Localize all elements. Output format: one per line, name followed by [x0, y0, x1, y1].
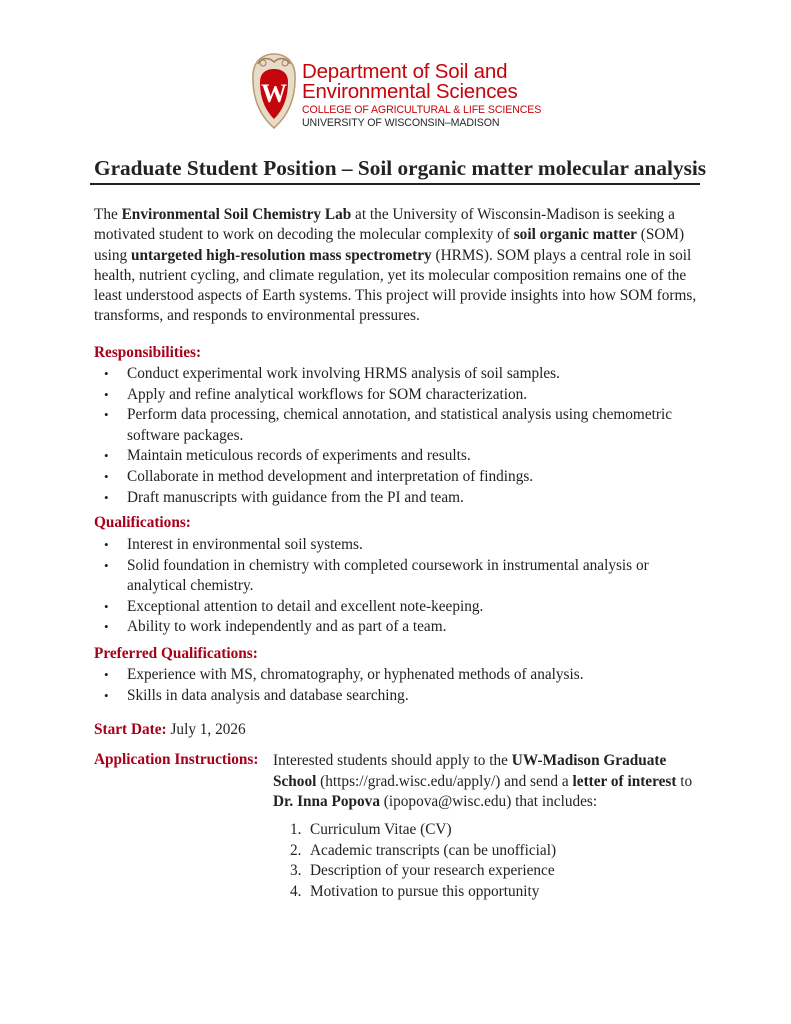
letter-of-interest: letter of interest — [572, 772, 677, 790]
instructions-text: (https://grad.wisc.edu/apply/) and send a — [316, 772, 573, 790]
item-number: 2. — [290, 841, 302, 859]
item-text: Academic transcripts (can be unofficial) — [310, 841, 557, 859]
list-item: • Exceptional attention to detail and excellent note-keeping. — [94, 597, 704, 618]
page-title: Graduate Student Position – Soil organic matter molecular analysis — [94, 156, 707, 180]
start-date-label: Start Date: — [94, 721, 167, 738]
intro-text: (SOM) using — [94, 226, 685, 264]
qualifications-list — [94, 535, 704, 638]
instructions-text: to — [676, 772, 693, 790]
list-item: • Skills in data analysis and database searching. — [94, 686, 704, 707]
hrms-term: untargeted high-resolution mass spectrometry — [130, 246, 432, 264]
application-instructions-label: Application Instructions: — [94, 751, 259, 768]
list-item: • Solid foundation in chemistry with completed coursework in instrumental analysis or analytical chemistry. — [94, 556, 704, 597]
som-term: soil organic matter — [513, 226, 637, 244]
start-date-value: July 1, 2026 — [166, 721, 246, 738]
list-item — [290, 861, 556, 882]
department-name-line2: Environmental Sciences — [302, 80, 518, 103]
responsibilities-heading: Responsibilities: — [94, 344, 202, 361]
list-item: • Collaborate in method development and interpretation of findings. — [94, 467, 704, 488]
intro-text: at the University of Wisconsin-Madison is seeking a motivated student to work on decoding the molecular complexity of — [94, 206, 675, 244]
list-item: • Ability to work independently and as part of a team. — [94, 617, 704, 638]
item-text: Description of your research experience — [310, 862, 555, 880]
start-date — [94, 721, 246, 739]
instructions-text: (ipopova@wisc.edu) that includes: — [379, 793, 598, 811]
list-item: • Interest in environmental soil systems. — [94, 535, 704, 556]
intro-paragraph — [94, 205, 704, 327]
intro-text: (HRMS). SOM plays a central role in soil health, nutrient cycling, and climate regulation, yet its molecular composition remains one of the least understood aspects of Earth systems. This project will provide insights into how SOM forms, transforms, and responds to environmental pressures. — [94, 246, 697, 325]
university-name: UNIVERSITY OF WISCONSIN–MADISON — [302, 117, 500, 129]
item-text: Curriculum Vitae (CV) — [310, 821, 452, 838]
list-item: • Perform data processing, chemical annotation, and statistical analysis using chemometric software packages. — [94, 405, 704, 446]
list-item: • Experience with MS, chromatography, or hyphenated methods of analysis. — [94, 665, 704, 686]
college-name: COLLEGE OF AGRICULTURAL & LIFE SCIENCES — [302, 104, 542, 116]
application-instructions-text — [273, 751, 693, 813]
uw-crest-icon — [250, 52, 298, 130]
item-text: Motivation to pursue this opportunity — [310, 883, 540, 901]
item-number: 3. — [290, 862, 302, 880]
instructions-text: Interested students should apply to the — [273, 752, 512, 769]
svg-text:W: W — [261, 79, 287, 108]
list-item: • Draft manuscripts with guidance from the PI and team. — [94, 488, 704, 509]
list-item — [290, 820, 556, 841]
preferred-qualifications-heading: Preferred Qualifications: — [94, 645, 258, 662]
list-item — [290, 841, 556, 862]
list-item — [290, 882, 556, 903]
list-item: • Conduct experimental work involving HRMS analysis of soil samples. — [94, 364, 704, 385]
grad-school-name: UW-Madison Graduate School — [273, 752, 667, 790]
list-item: • Maintain meticulous records of experiments and results. — [94, 446, 704, 467]
contact-name: Dr. Inna Popova — [273, 793, 380, 811]
intro-text: The — [94, 206, 122, 223]
title-divider — [90, 183, 700, 185]
item-number: 4. — [290, 883, 302, 901]
preferred-qualifications-list — [94, 665, 704, 706]
lab-name: Environmental Soil Chemistry Lab — [121, 206, 352, 223]
qualifications-heading: Qualifications: — [94, 514, 191, 531]
responsibilities-list — [94, 364, 704, 508]
department-name-line1: Department of Soil and — [302, 60, 508, 83]
required-documents-list — [290, 820, 556, 903]
item-number: 1. — [290, 821, 302, 838]
list-item: • Apply and refine analytical workflows for SOM characterization. — [94, 385, 704, 406]
